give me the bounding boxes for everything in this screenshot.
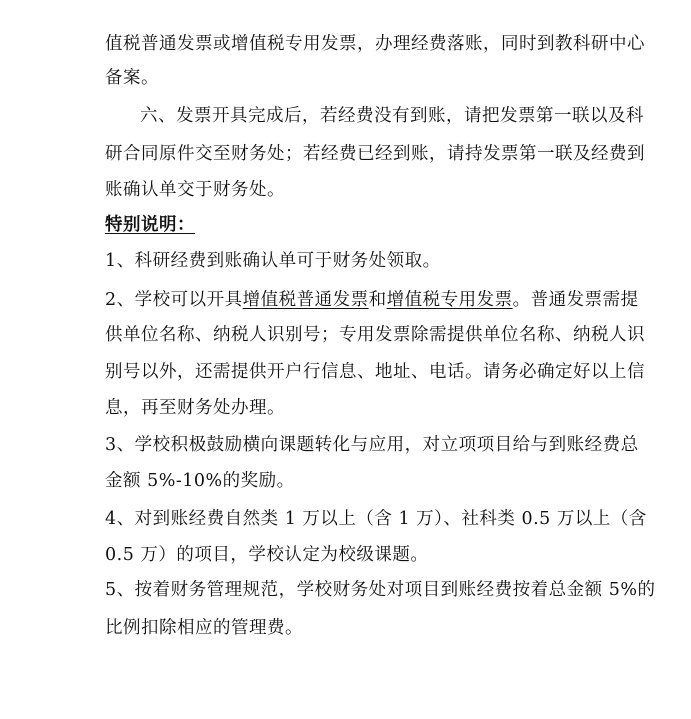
note-2-line-3: 别号以外，还需提供开户行信息、地址、电话。请务必确定好以上信	[105, 362, 645, 382]
paragraph-line: 六、发票开具完成后，若经费没有到账，请把发票第一联以及科	[140, 106, 644, 126]
note-1: 1、科研经费到账确认单可于财务处领取。	[105, 251, 441, 271]
note-2-prefix: 2、学校可以开具	[105, 290, 243, 310]
paragraph-line: 账确认单交于财务处。	[105, 180, 285, 200]
note-5-line-2: 比例扣除相应的管理费。	[105, 618, 303, 638]
note-4-line-2: 0.5 万）的项目，学校认定为校级课题。	[105, 545, 429, 565]
vat-special-invoice-text: 增值税专用发票	[386, 290, 513, 310]
note-2-mid: 和	[368, 290, 387, 310]
note-2-suffix: 。普通发票需提	[512, 290, 639, 310]
note-3-line-1: 3、学校积极鼓励横向课题转化与应用，对立项项目给与到账经费总	[105, 435, 639, 455]
note-5-line-1: 5、按着财务管理规范，学校财务处对项目到账经费按着总金额 5%的	[105, 580, 656, 600]
vat-normal-invoice-text: 增值税普通发票	[242, 290, 369, 310]
special-notes-heading: 特别说明：	[105, 215, 195, 235]
paragraph-line: 研合同原件交至财务处；若经费已经到账，请持发票第一联及经费到	[105, 144, 645, 164]
paragraph-line: 值税普通发票或增值税专用发票，办理经费落账，同时到教科研中心	[105, 34, 645, 54]
note-3-line-2: 金额 5%-10%的奖励。	[105, 471, 295, 491]
note-4-line-1: 4、对到账经费自然类 1 万以上（含 1 万）、社科类 0.5 万以上（含	[105, 509, 647, 529]
note-2-line-1	[105, 288, 639, 312]
note-2-line-4: 息，再至财务处办理。	[105, 398, 285, 418]
paragraph-line: 备案。	[105, 68, 159, 88]
note-2-line-2: 供单位名称、纳税人识别号；专用发票除需提供单位名称、纳税人识	[105, 325, 645, 345]
